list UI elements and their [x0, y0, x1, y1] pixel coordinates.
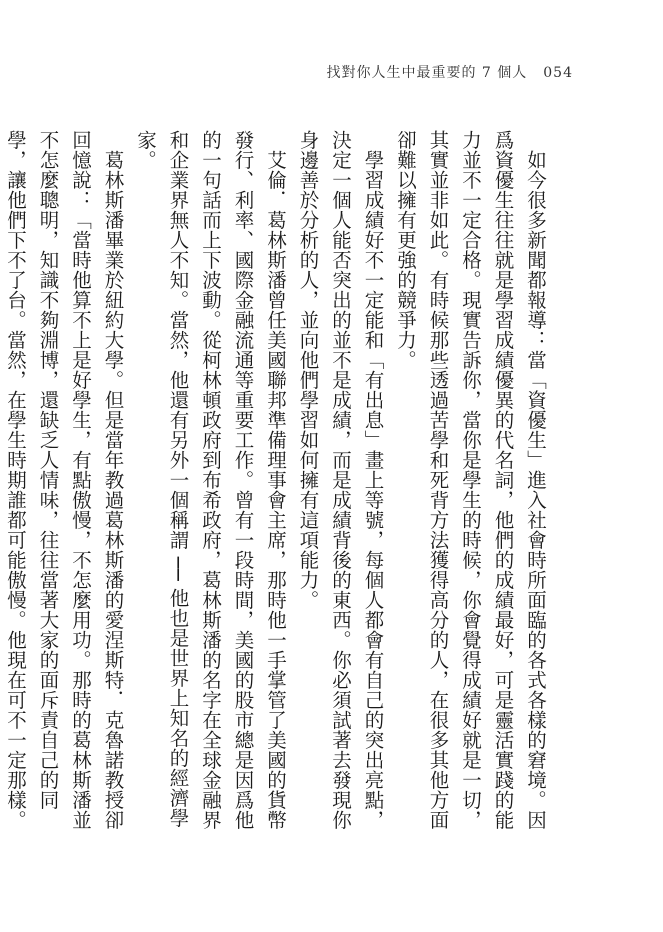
page-number: 054 — [543, 65, 573, 81]
body-text — [4, 130, 551, 830]
paragraph-1: 如今很多新聞都報導：當「資優生」進入社會時所面臨的各式各樣的窘境。因爲資優生往往就是學習成績優異的代名詞，他們的成績最好，可是靈活實踐的能力並不一定合格。現實告訴你，當你是學生的時候，你會覺得成績好就是一切，其實並非如此。有時候那些透過苦學和死背方法獲得高分的人，在很多其他方面卻難以擁有更強的競爭力。 — [394, 130, 547, 830]
running-header — [326, 62, 573, 82]
paragraph-3: 艾倫．葛林斯潘曾任美國聯邦準備理事會主席，那時他一手掌管了美國的貨幣發行、利率、國際金融流通等重要工作。曾有一段時間，美國的股市總是因爲他的一句話而上下波動。從柯林頓政府到布希政府，葛林斯潘的名字在全球金融界和企業界無人不知。當然，他還有另外一個稱謂 ── 他也是世界上知名的經濟學家。 — [134, 130, 287, 830]
paragraph-4: 葛林斯潘畢業於紐約大學。但是當年教過葛林斯潘的愛涅斯特．克魯諾教授卻回憶說：「當時他算不上是好學生，有點傲慢，不怎麼用功。那時的葛林斯潘並不怎麼聰明，知識不夠淵博，還缺乏人情味，往往當著大家的面斥責自己的同學，讓他們下不了台。當然，在學生時期誰都可能傲慢。他現在可不一定那樣。 — [4, 130, 125, 830]
paragraph-2: 學習成績好不一定能和「有出息」畫上等號，每個人都會有自己的突出亮點，決定一個人能否突出的並不是成績，而是成績背後的東西。你必須試著去發現你身邊善於分析的人，並向他們學習如何擁有這項能力。 — [296, 130, 385, 830]
book-title: 找對你人生中最重要的 7 個人 — [326, 65, 528, 81]
